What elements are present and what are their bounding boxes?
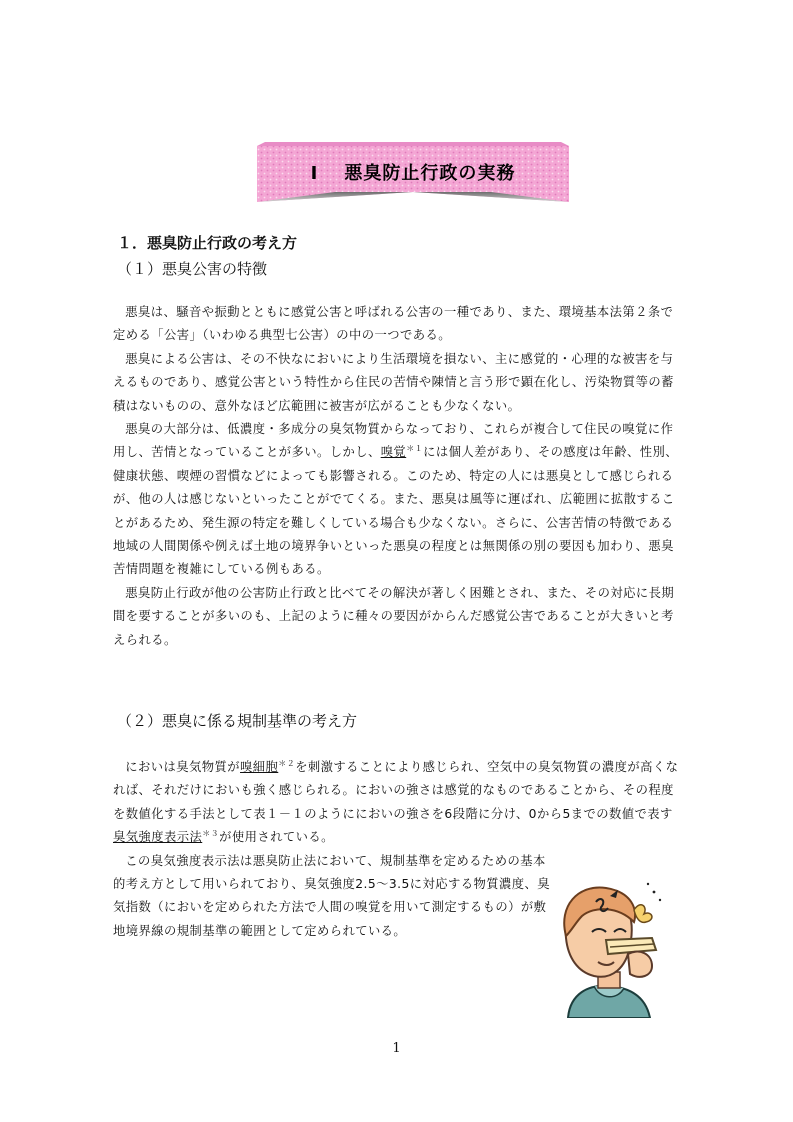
paragraph: この臭気強度表示法は悪臭防止法において、規制基準を定めるための基本的考え方として用いられており、臭気強度2.5～3.5に対応する物質濃度、臭気指数（においを定められた方法で人間の嗅覚を用いて測定するもの）が敷地境界線の規制基準の範囲として定められている。 [113, 853, 550, 938]
subsection-heading-2: （２）悪臭に係る規制基準の考え方 [117, 712, 358, 730]
paragraph: 悪臭は、騒音や振動とともに感覚公害と呼ばれる公害の一種であり、また、環境基本法第２条で定める「公害」（いわゆる典型七公害）の中の一つである。 [113, 305, 674, 343]
text-run: においは臭気物質が [125, 760, 241, 774]
page-number: 1 [392, 1041, 401, 1056]
glossary-term-olfactory-cell: 嗅細胞 [240, 760, 279, 774]
footnote-marker: ＊３ [202, 829, 220, 839]
subsection-heading-1: （１）悪臭公害の特徴 [117, 260, 268, 278]
text-run: を刺激することにより感じられ、空気中の臭気物質の濃度が高くなれば、それだけにおいも強く感じられる。においの強さは感覚的なものであることから、その程度を数値化する手法として表１－１のようににおいの強さを6段階に分け、0から5までの数値で表す [113, 760, 679, 821]
footnote-marker: ＊１ [406, 444, 424, 454]
banner-numeral: Ⅰ [310, 163, 319, 184]
paragraph: 悪臭防止行政が他の公害防止行政と比べてその解決が著しく困難とされ、また、その対応に長期間を要することが多いのも、上記のように種々の要因がからんだ感覚公害であることが大きいと考えられる。 [113, 585, 675, 647]
text-run: には個人差があり、その感度は年齢、性別、健康状態、喫煙の習慣などによっても影響される。このため、特定の人には悪臭として感じられるが、他の人は感じないといったことがでてくる。また、悪臭は風等に運ばれ、広範囲に拡散することがあるため、発生源の特定を難しくしている場合も少なくない。さらに、公害苦情の特徴である地域の人間関係や例えば土地の境界争いといった悪臭の程度とは無関係の別の要因も加わり、悪臭苦情問題を複雑にしている例もある。 [113, 445, 679, 577]
footnote-marker: ＊２ [278, 759, 296, 768]
banner-title-text: 悪臭防止行政の実務 [344, 163, 516, 184]
text-run: 悪臭の大部分は、低濃度・多成分の臭気物質からなっており、これらが複合して住民の嗅覚に作用し、苦情となっていることが多い。しかし、 [113, 422, 674, 460]
glossary-term-odor-intensity: 臭気強度表示法 [113, 830, 203, 845]
glossary-term-olfaction: 嗅覚 [380, 445, 407, 460]
nose-holding-person-illustration [548, 876, 670, 1018]
title-banner [257, 142, 569, 204]
paragraph [113, 756, 683, 850]
text-run: が使用されている。 [219, 830, 334, 845]
paragraph [113, 418, 683, 582]
section-heading: １．悪臭防止行政の考え方 [117, 234, 298, 252]
paragraph: 悪臭による公害は、その不快なにおいにより生活環境を損ない、主に感覚的・心理的な被害を与えるものであり、感覚公害という特性から住民の苦情や陳情と言う形で顕在化し、汚染物質等の蓄積はないものの、意外なほど広範囲に被害が広がることも少なくない。 [113, 351, 674, 413]
banner-title [257, 159, 569, 185]
subsection-1-body [113, 301, 683, 652]
